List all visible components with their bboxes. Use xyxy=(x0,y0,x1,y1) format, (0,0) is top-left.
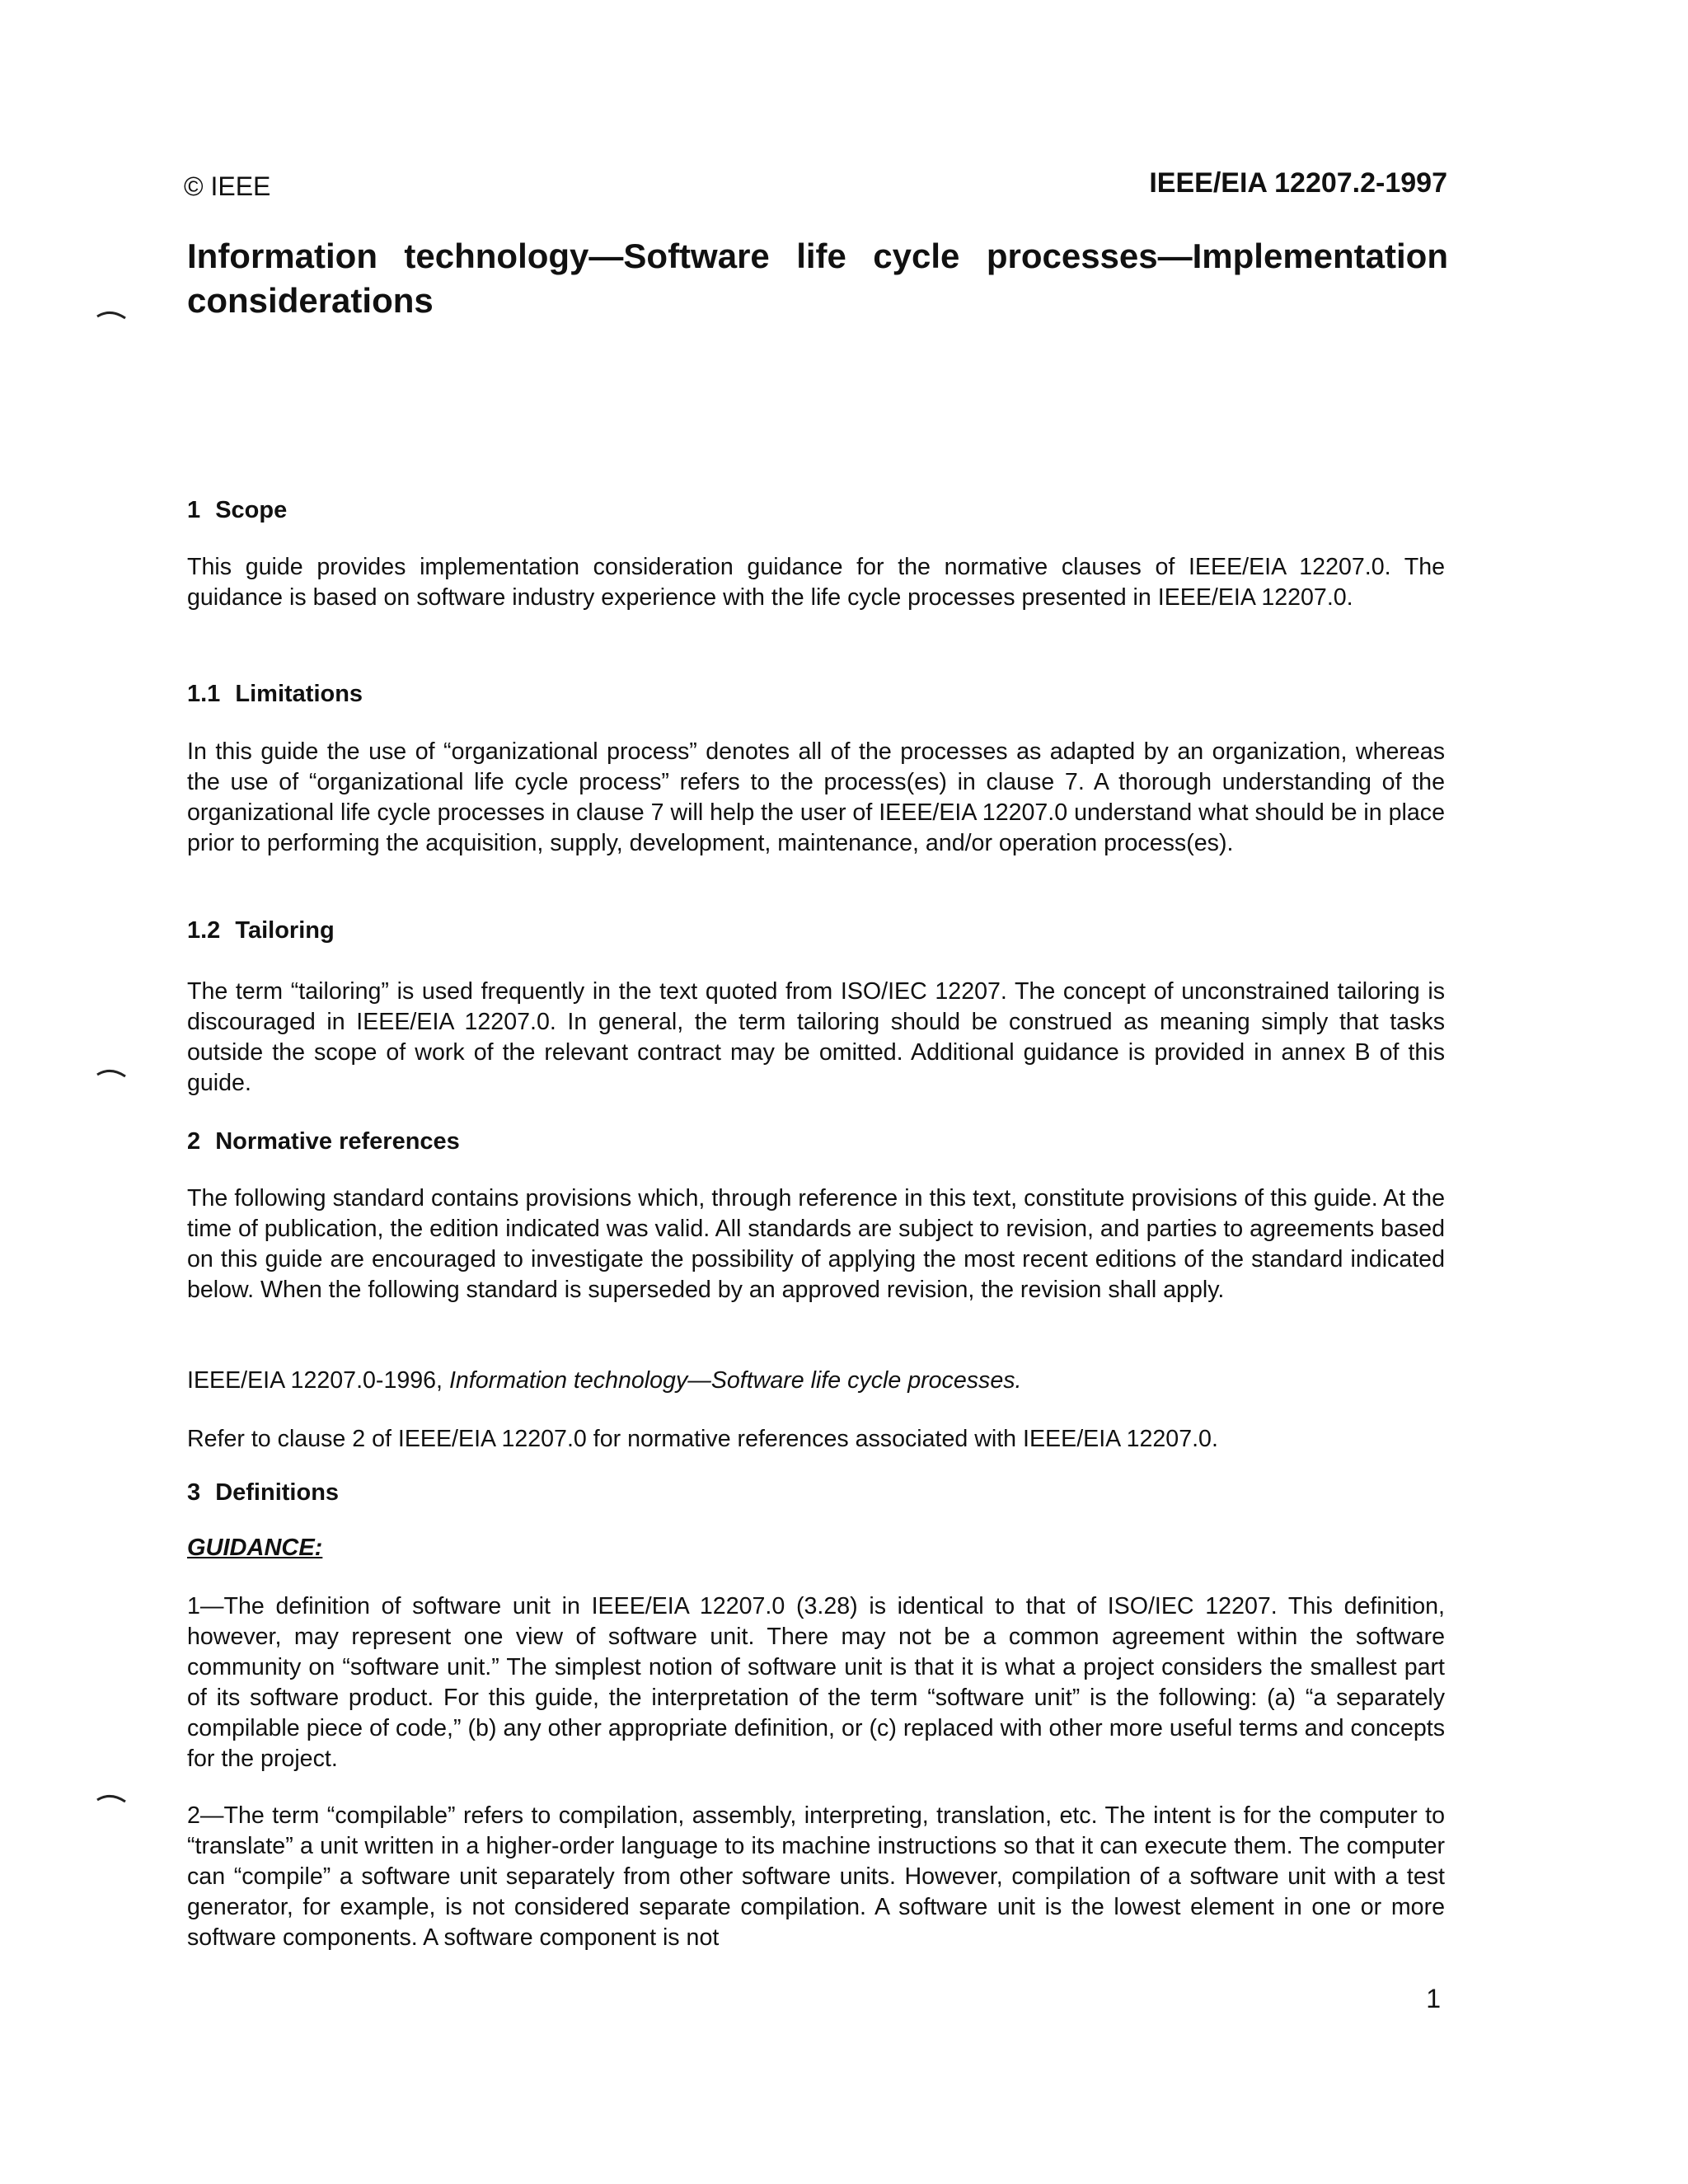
tailoring-paragraph: The term “tailoring” is used frequently in the text quoted from ISO/IEC 12207. The concept of unconstrained tailoring is discouraged in IEEE/EIA 12207.0. In general, the term tailoring should be construed as meaning simply that tasks outside the scope of work of the relevant contract may be omitted. Additional guidance is provided in annex B of this guide. xyxy=(187,978,1445,1096)
section-heading-scope xyxy=(187,497,287,524)
section-heading-definitions xyxy=(187,1479,339,1507)
section-title: Definitions xyxy=(215,1479,340,1506)
section-number: 1.1 xyxy=(187,681,221,707)
limitations-paragraph: In this guide the use of “organizational process” denotes all of the processes as adapted by an organization, whereas the use of “organizational life cycle process” refers to the process(es) in clause 7. A thorough understanding of the organizational life cycle processes in clause 7 will help the user of IEEE/EIA 12207.0 understand what should be in place prior to performing the acquisition, supply, development, maintenance, and/or operation process(es). xyxy=(187,738,1445,856)
scan-artifact-mark xyxy=(96,1066,129,1080)
guidance-note-1: 1—The definition of software unit in IEEE/EIA 12207.0 (3.28) is identical to that of ISO/IEC 12207. This definition, however, may represent one view of software unit. There may not be a common agreement within the software community on “software unit.” The simplest notion of software unit is that it is what a project considers the smallest part of its software product. For this guide, the interpretation of the term “software unit” is the following: (a) “a separately compilable piece of code,” (b) any other appropriate definition, or (c) replaced with other more useful terms and concepts for the project. xyxy=(187,1593,1445,1772)
section-title: Limitations xyxy=(235,681,363,707)
section-title: Scope xyxy=(215,497,288,523)
reference-title: Information technology—Software life cycle processes. xyxy=(448,1367,1022,1394)
section-number: 3 xyxy=(187,1479,201,1506)
document-title: Information technology—Software life cycle processes—Implementation considerations xyxy=(187,237,1448,320)
section-number: 1.2 xyxy=(187,917,221,944)
page-number: 1 xyxy=(1426,1984,1441,2013)
section-title: Tailoring xyxy=(235,917,335,944)
guidance-note-2: 2—The term “compilable” refers to compilation, assembly, interpreting, translation, etc. The intent is for the computer to “translate” a unit written in a higher-order language to its machine instructions so that it can execute them. The computer can “compile” a software unit separately from other software units. However, compilation of a software unit with a test generator, for example, is not considered separate compilation. A software unit is the lowest element in one or more software components. A software component is not xyxy=(187,1802,1445,1951)
section-number: 1 xyxy=(187,497,201,523)
refer-paragraph: Refer to clause 2 of IEEE/EIA 12207.0 for normative references associated with IEEE/EIA 12207.0. xyxy=(187,1426,1218,1452)
scope-paragraph: This guide provides implementation consideration guidance for the normative clauses of IEEE/EIA 12207.0. The guidance is based on software industry experience with the life cycle processes presented in IEEE/EIA 12207.0. xyxy=(187,554,1445,611)
section-title: Normative references xyxy=(215,1128,460,1155)
normative-reference-entry xyxy=(187,1366,1445,1396)
header-copyright: © IEEE xyxy=(184,171,271,201)
section-heading-tailoring xyxy=(187,917,335,944)
section-number: 2 xyxy=(187,1128,201,1155)
section-heading-normative-references xyxy=(187,1128,460,1155)
scan-artifact-mark xyxy=(96,308,129,321)
normative-references-paragraph: The following standard contains provisions which, through reference in this text, constitute provisions of this guide. At the time of publication, the edition indicated was valid. All standards are subject to revision, and parties to agreements based on this guide are encouraged to investigate the possibility of applying the most recent editions of the standard indicated below. When the following standard is superseded by an approved revision, the revision shall apply. xyxy=(187,1185,1445,1303)
reference-id: IEEE/EIA 12207.0-1996, xyxy=(187,1367,449,1394)
guidance-label: GUIDANCE: xyxy=(187,1535,323,1561)
section-heading-limitations xyxy=(187,681,363,708)
scan-artifact-mark xyxy=(96,1792,129,1805)
header-document-id: IEEE/EIA 12207.2-1997 xyxy=(1149,167,1447,199)
